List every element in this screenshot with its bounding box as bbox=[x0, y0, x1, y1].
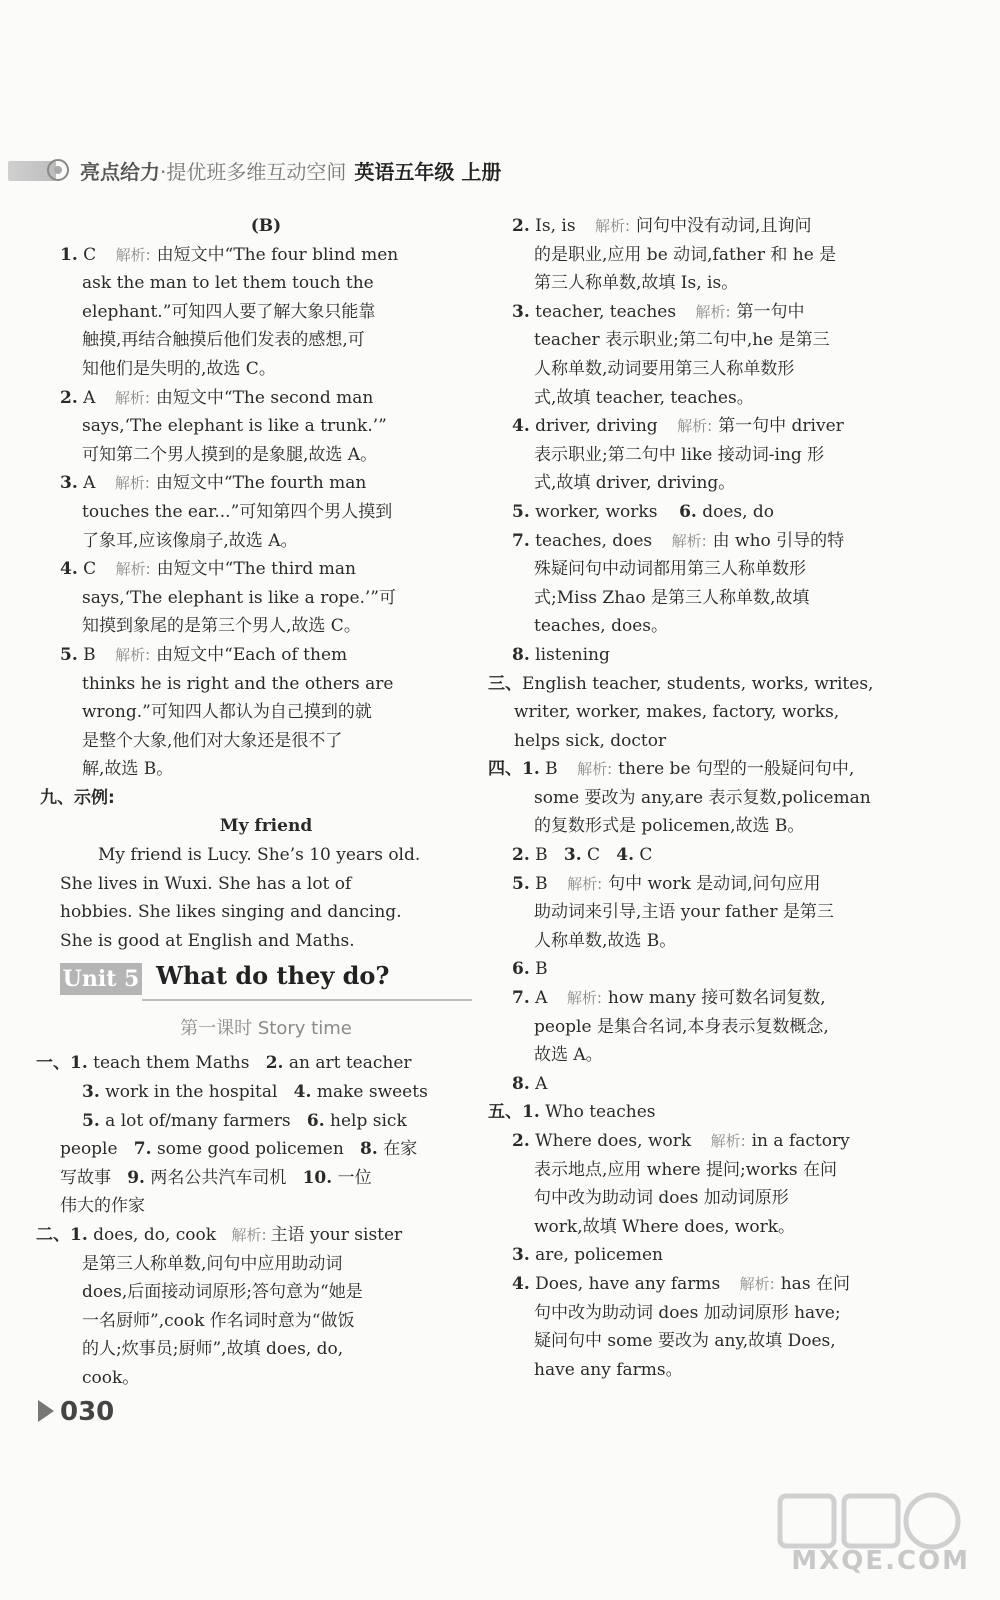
answer-item: 二、1. does, do, cook 解析: 主语 your sister bbox=[36, 1225, 403, 1245]
answer-row: 8. A bbox=[512, 1073, 548, 1094]
answer-row: 3. are, policemen bbox=[512, 1245, 663, 1266]
answer-item: 7. A 解析: how many 接可数名词复数, bbox=[512, 988, 826, 1009]
answer-row: 6. B bbox=[512, 959, 548, 980]
answer-item: 4. driver, driving 解析: 第一句中 driver bbox=[512, 416, 844, 437]
answer-row: 五、1. Who teaches bbox=[488, 1102, 656, 1123]
brand-logo-icon bbox=[46, 158, 70, 182]
essay-line: She lives in Wuxi. She has a lot of bbox=[60, 873, 352, 894]
page-number: 030 bbox=[38, 1397, 114, 1427]
answer-row: 写故事 9. 两名公共汽车司机 10. 一位 bbox=[60, 1167, 372, 1188]
essay-line: hobbies. She likes singing and dancing. bbox=[60, 902, 402, 923]
header-subtitle: ·提优班多维互动空间 bbox=[160, 160, 347, 184]
header-title bbox=[80, 156, 501, 185]
answer-row: 5. a lot of/many farmers 6. help sick bbox=[82, 1110, 407, 1131]
page-arrow-icon bbox=[38, 1400, 54, 1422]
left-column: (B) 1. C 解析: 由短文中“The four blind men ask the man to let them touch the elephant.”可知四人要了解大象只能靠 触摸,再结合触摸后他们发表的感想,可 知他们是失明的,故选 C。 2. A 解析: 由短文中“The second man says,‘The elephant is like a trunk.’” 可知第二个男人摸到的是象腿,故选 A。 3. A 解析: 由短文中“The fourth man touches the ear...”可知第四个男人摸到 了象耳,应该像扇子,故选 A。 4. C 解析: 由短文中“The third man says,‘The elephant is like a rope.’”可 知摸到象尾的是第三个男人,故选 C。 5. B 解析: 由短文中“Each of them thinks he is right and the others are wrong.”可知四人都认为自己摸到的就 是整个大象,他们对大象还是很不了 解,故选 B。 九、示例: My friend My friend is Lucy. She’s 10 years old. She lives in Wuxi. She has a lot of hobbies. She likes singing and dancing. She is good at English and Maths. Unit 5 What do they do? 第一课时 Story time 一、1. teach them Maths 2. an art teacher 3. work in the hospital 4. make sweets 5. a lot of/many farmers 6. help sick people 7. some good policemen 8. 在家 写故事 9. 两名公共汽车司机 10. 一位 伟大的作家 二、1. does, do, cook 解析: 主语 your sister 是第三人称单数,问句中应用助动词 does,后面接动词原形;答句意为“她是 一名厨师”,cook 作名词时意为“做饭 的人;炊事员;厨师”,故填 does, do, cook。 bbox=[60, 212, 472, 1393]
answer-row: 3. work in the hospital 4. make sweets bbox=[82, 1082, 428, 1103]
answer-row: 2. B 3. C 4. C bbox=[512, 845, 653, 866]
answer-item: 3. A 解析: 由短文中“The fourth man bbox=[60, 473, 367, 494]
unit-divider bbox=[142, 999, 472, 1001]
unit-badge: Unit 5 bbox=[60, 963, 142, 995]
answer-row: 5. worker, works 6. does, do bbox=[512, 501, 775, 522]
answer-item: 2. Is, is 解析: 问句中没有动词,且询问 bbox=[512, 216, 812, 236]
answer-row: people 7. some good policemen 8. 在家 bbox=[60, 1139, 418, 1160]
right-column: 2. Is, is 解析: 问句中没有动词,且询问 的是职业,应用 be 动词,father 和 he 是 第三人称单数,故填 Is, is。 3. teacher, teaches 解析: 第一句中 teacher 表示职业;第二句中,he 是第三 人称单数,动词要用第三人称单数形 式,故填 teacher, teaches。 4. driver, driving 解析: 第一句中 driver 表示职业;第二句中 like 接动词-ing 形 式,故填 driver, driving。 5. worker, works 6. does, do 7. teaches, does 解析: 由 who 引导的特 殊疑问句中动词都用第三人称单数形 式;Miss Zhao 是第三人称单数,故填 teaches, does。 8. listening 三、English teacher, students, works, writes, writer, worker, makes, factory, works, helps sick, doctor 四、1. B 解析: there be 句型的一般疑问句中, some 要改为 any,are 表示复数,policeman 的复数形式是 policemen,故选 B。 2. B 3. C 4. C 5. B 解析: 句中 work 是动词,问句应用 助动词来引导,主语 your father 是第三 人称单数,故选 B。 6. B 7. A 解析: how many 接可数名词复数, people 是集合名词,本身表示复数概念, 故选 A。 8. A 五、1. Who teaches 2. Where does, work 解析: in a factory 表示地点,应用 where 提问;works 在问 句中改为助动词 does 加动词原形 work,故填 Where does, work。 3. are, policemen 4. Does, have any farms 解析: has 在问 句中改为助动词 does 加动词原形 have; 疑问句中 some 要改为 any,故填 Does, have any farms。 bbox=[512, 212, 902, 1384]
essay-line: My friend is Lucy. She’s 10 years old. bbox=[98, 845, 421, 866]
watermark bbox=[740, 1488, 970, 1588]
answer-item: 3. teacher, teaches 解析: 第一句中 bbox=[512, 301, 805, 322]
answer-item: 7. teaches, does 解析: 由 who 引导的特 bbox=[512, 530, 845, 551]
lesson-title: 第一课时 Story time bbox=[180, 1018, 352, 1040]
header-brand: 亮点给力 bbox=[80, 160, 160, 184]
answer-item: 4. C 解析: 由短文中“The third man bbox=[60, 559, 356, 580]
answer-item: 5. B 解析: 句中 work 是动词,问句应用 bbox=[512, 873, 821, 894]
answer-item: 1. C 解析: 由短文中“The four blind men bbox=[60, 244, 399, 265]
page-header bbox=[8, 152, 608, 192]
answer-row: 8. listening bbox=[512, 644, 610, 665]
essay-title: My friend bbox=[219, 816, 313, 837]
watermark-text: MXQE.COM bbox=[791, 1546, 970, 1576]
answer-item: 2. A 解析: 由短文中“The second man bbox=[60, 387, 374, 408]
answer-row: 伟大的作家 bbox=[60, 1196, 145, 1217]
answer-row: 一、1. teach them Maths 2. an art teacher bbox=[36, 1053, 412, 1074]
answer-item: 5. B 解析: 由短文中“Each of them bbox=[60, 644, 348, 665]
section-b-heading: (B) bbox=[250, 216, 282, 236]
answer-row: 三、English teacher, students, works, writes, bbox=[488, 673, 874, 694]
section-nine-heading: 九、示例: bbox=[40, 787, 115, 808]
header-grade: 英语五年级 上册 bbox=[354, 160, 502, 184]
answer-item: 4. Does, have any farms 解析: has 在问 bbox=[512, 1273, 850, 1294]
unit-header bbox=[60, 959, 472, 1003]
essay-line: She is good at English and Maths. bbox=[60, 930, 355, 951]
answer-item: 2. Where does, work 解析: in a factory bbox=[512, 1131, 850, 1151]
unit-title: What do they do? bbox=[156, 961, 390, 991]
answer-item: 四、1. B 解析: there be 句型的一般疑问句中, bbox=[488, 759, 855, 780]
